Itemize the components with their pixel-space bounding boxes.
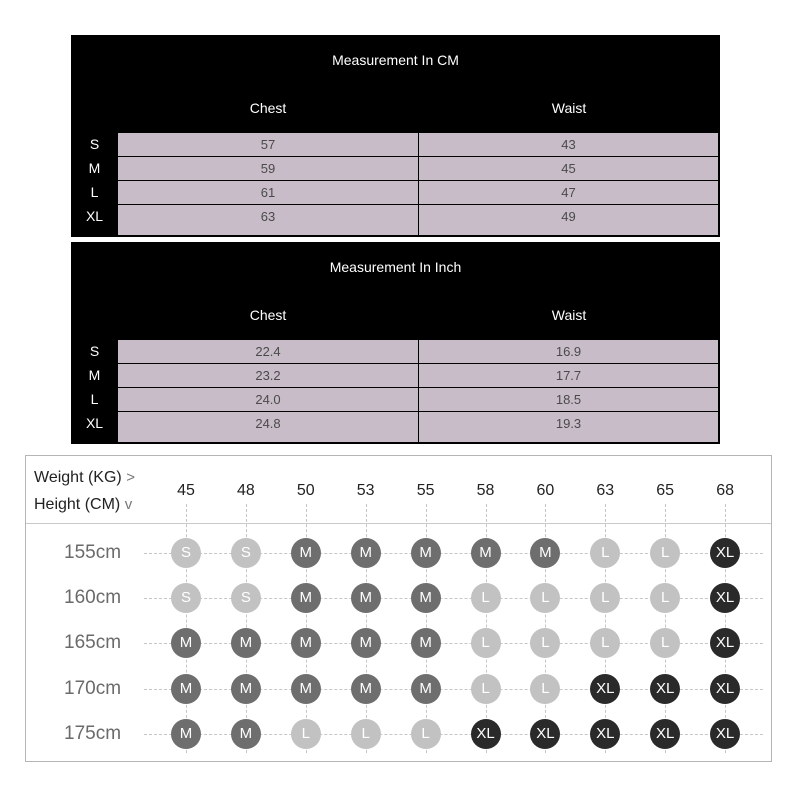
column-header-chest: Chest <box>249 100 287 116</box>
weight-label-45: 45 <box>177 482 195 499</box>
table-row <box>71 412 720 442</box>
table-row <box>71 181 720 204</box>
height-label-155cm: 155cm <box>64 542 122 563</box>
height-label-160cm: 160cm <box>64 587 122 609</box>
chest-value: 23.2 <box>118 364 418 387</box>
size-dot-xl: XL <box>710 719 740 749</box>
waist-value: 18.5 <box>419 388 718 411</box>
size-dot-s: S <box>171 583 201 613</box>
weight-label-48: 48 <box>236 482 255 499</box>
weight-label-63: 63 <box>596 482 615 499</box>
column-header-waist: Waist <box>551 307 587 323</box>
right-arrow-icon: > <box>126 469 135 486</box>
column-header-chest: Chest <box>249 307 287 323</box>
size-label: M <box>88 367 101 383</box>
size-dot-m: M <box>351 674 381 704</box>
size-dot-l: L <box>351 719 381 749</box>
measurement-table-inch <box>71 242 720 444</box>
size-dot-m: M <box>231 674 261 704</box>
waist-value: 17.7 <box>419 364 718 387</box>
table-row <box>71 205 720 235</box>
size-dot-l: L <box>291 719 321 749</box>
waist-value: 45 <box>419 157 718 180</box>
waist-value: 47 <box>419 181 718 204</box>
size-dot-m: M <box>291 628 321 658</box>
size-dot-m: M <box>530 538 560 568</box>
table-row <box>71 364 720 387</box>
waist-value: 19.3 <box>419 412 718 442</box>
weight-axis-title <box>34 469 135 487</box>
size-dot-s: S <box>171 538 201 568</box>
size-dot-m: M <box>411 538 441 568</box>
size-dot-l: L <box>650 583 680 613</box>
size-dot-m: M <box>411 583 441 613</box>
size-dot-l: L <box>471 674 501 704</box>
weight-label-55: 55 <box>416 482 435 499</box>
size-dot-m: M <box>411 628 441 658</box>
size-dot-xl: XL <box>530 719 560 749</box>
size-dot-m: M <box>231 628 261 658</box>
size-dot-m: M <box>171 719 201 749</box>
size-dot-l: L <box>530 628 560 658</box>
size-dot-xl: XL <box>590 674 620 704</box>
table-title: Measurement In CM <box>332 52 459 68</box>
size-dot-l: L <box>590 628 620 658</box>
size-dot-xl: XL <box>710 538 740 568</box>
size-dot-m: M <box>351 628 381 658</box>
size-dot-xl: XL <box>710 583 740 613</box>
height-axis-title <box>34 496 132 514</box>
size-dot-s: S <box>231 538 261 568</box>
header-divider <box>26 523 771 524</box>
size-dot-xl: XL <box>650 719 680 749</box>
size-label: XL <box>85 415 104 431</box>
size-label: S <box>89 136 100 152</box>
weight-label-65: 65 <box>656 482 675 499</box>
height-label-170cm: 170cm <box>64 677 122 699</box>
column-header-waist: Waist <box>551 100 587 116</box>
size-dot-m: M <box>471 538 501 568</box>
height-label-165cm: 165cm <box>64 632 122 654</box>
size-dot-l: L <box>650 538 680 568</box>
table-row <box>71 133 720 156</box>
table-title: Measurement In Inch <box>329 259 462 275</box>
waist-value: 49 <box>419 205 718 235</box>
chest-value: 57 <box>118 133 418 156</box>
size-dot-s: S <box>231 583 261 613</box>
chest-value: 61 <box>118 181 418 204</box>
weight-label-58: 58 <box>476 482 495 499</box>
size-dot-xl: XL <box>471 719 501 749</box>
weight-label-53: 53 <box>356 482 375 499</box>
size-dot-m: M <box>171 628 201 658</box>
weight-height-size-chart <box>25 455 772 762</box>
down-arrow-icon: v <box>124 496 133 513</box>
chest-value: 59 <box>118 157 418 180</box>
weight-label-68: 68 <box>716 482 734 499</box>
size-dot-m: M <box>351 583 381 613</box>
table-row <box>71 157 720 180</box>
size-label: L <box>90 184 99 200</box>
size-dot-m: M <box>291 538 321 568</box>
chest-value: 63 <box>118 205 418 235</box>
weight-label: Weight (KG) <box>34 469 122 486</box>
table-row <box>71 340 720 363</box>
chest-value: 24.0 <box>118 388 418 411</box>
height-label-175cm: 175cm <box>64 722 122 744</box>
size-dot-xl: XL <box>710 628 740 658</box>
size-dot-l: L <box>471 628 501 658</box>
size-dot-m: M <box>171 674 201 704</box>
size-dot-xl: XL <box>710 674 740 704</box>
size-dot-m: M <box>411 674 441 704</box>
size-dot-l: L <box>471 583 501 613</box>
size-dot-m: M <box>291 674 321 704</box>
size-dot-xl: XL <box>590 719 620 749</box>
size-dot-l: L <box>650 628 680 658</box>
weight-label-60: 60 <box>536 482 555 499</box>
chest-value: 22.4 <box>118 340 418 363</box>
size-dot-xl: XL <box>650 674 680 704</box>
size-dot-m: M <box>231 719 261 749</box>
size-dot-l: L <box>530 674 560 704</box>
size-label: S <box>89 343 100 359</box>
size-label: L <box>90 391 99 407</box>
size-dot-l: L <box>590 538 620 568</box>
size-dot-m: M <box>291 583 321 613</box>
weight-label-50: 50 <box>296 482 315 499</box>
size-dot-m: M <box>351 538 381 568</box>
chest-value: 24.8 <box>118 412 418 442</box>
size-dot-l: L <box>530 583 560 613</box>
waist-value: 43 <box>419 133 718 156</box>
measurement-table-cm <box>71 35 720 237</box>
table-row <box>71 388 720 411</box>
waist-value: 16.9 <box>419 340 718 363</box>
size-dot-l: L <box>590 583 620 613</box>
height-label: Height (CM) <box>34 496 121 513</box>
size-label: M <box>88 160 101 176</box>
size-label: XL <box>85 208 104 224</box>
size-dot-l: L <box>411 719 441 749</box>
